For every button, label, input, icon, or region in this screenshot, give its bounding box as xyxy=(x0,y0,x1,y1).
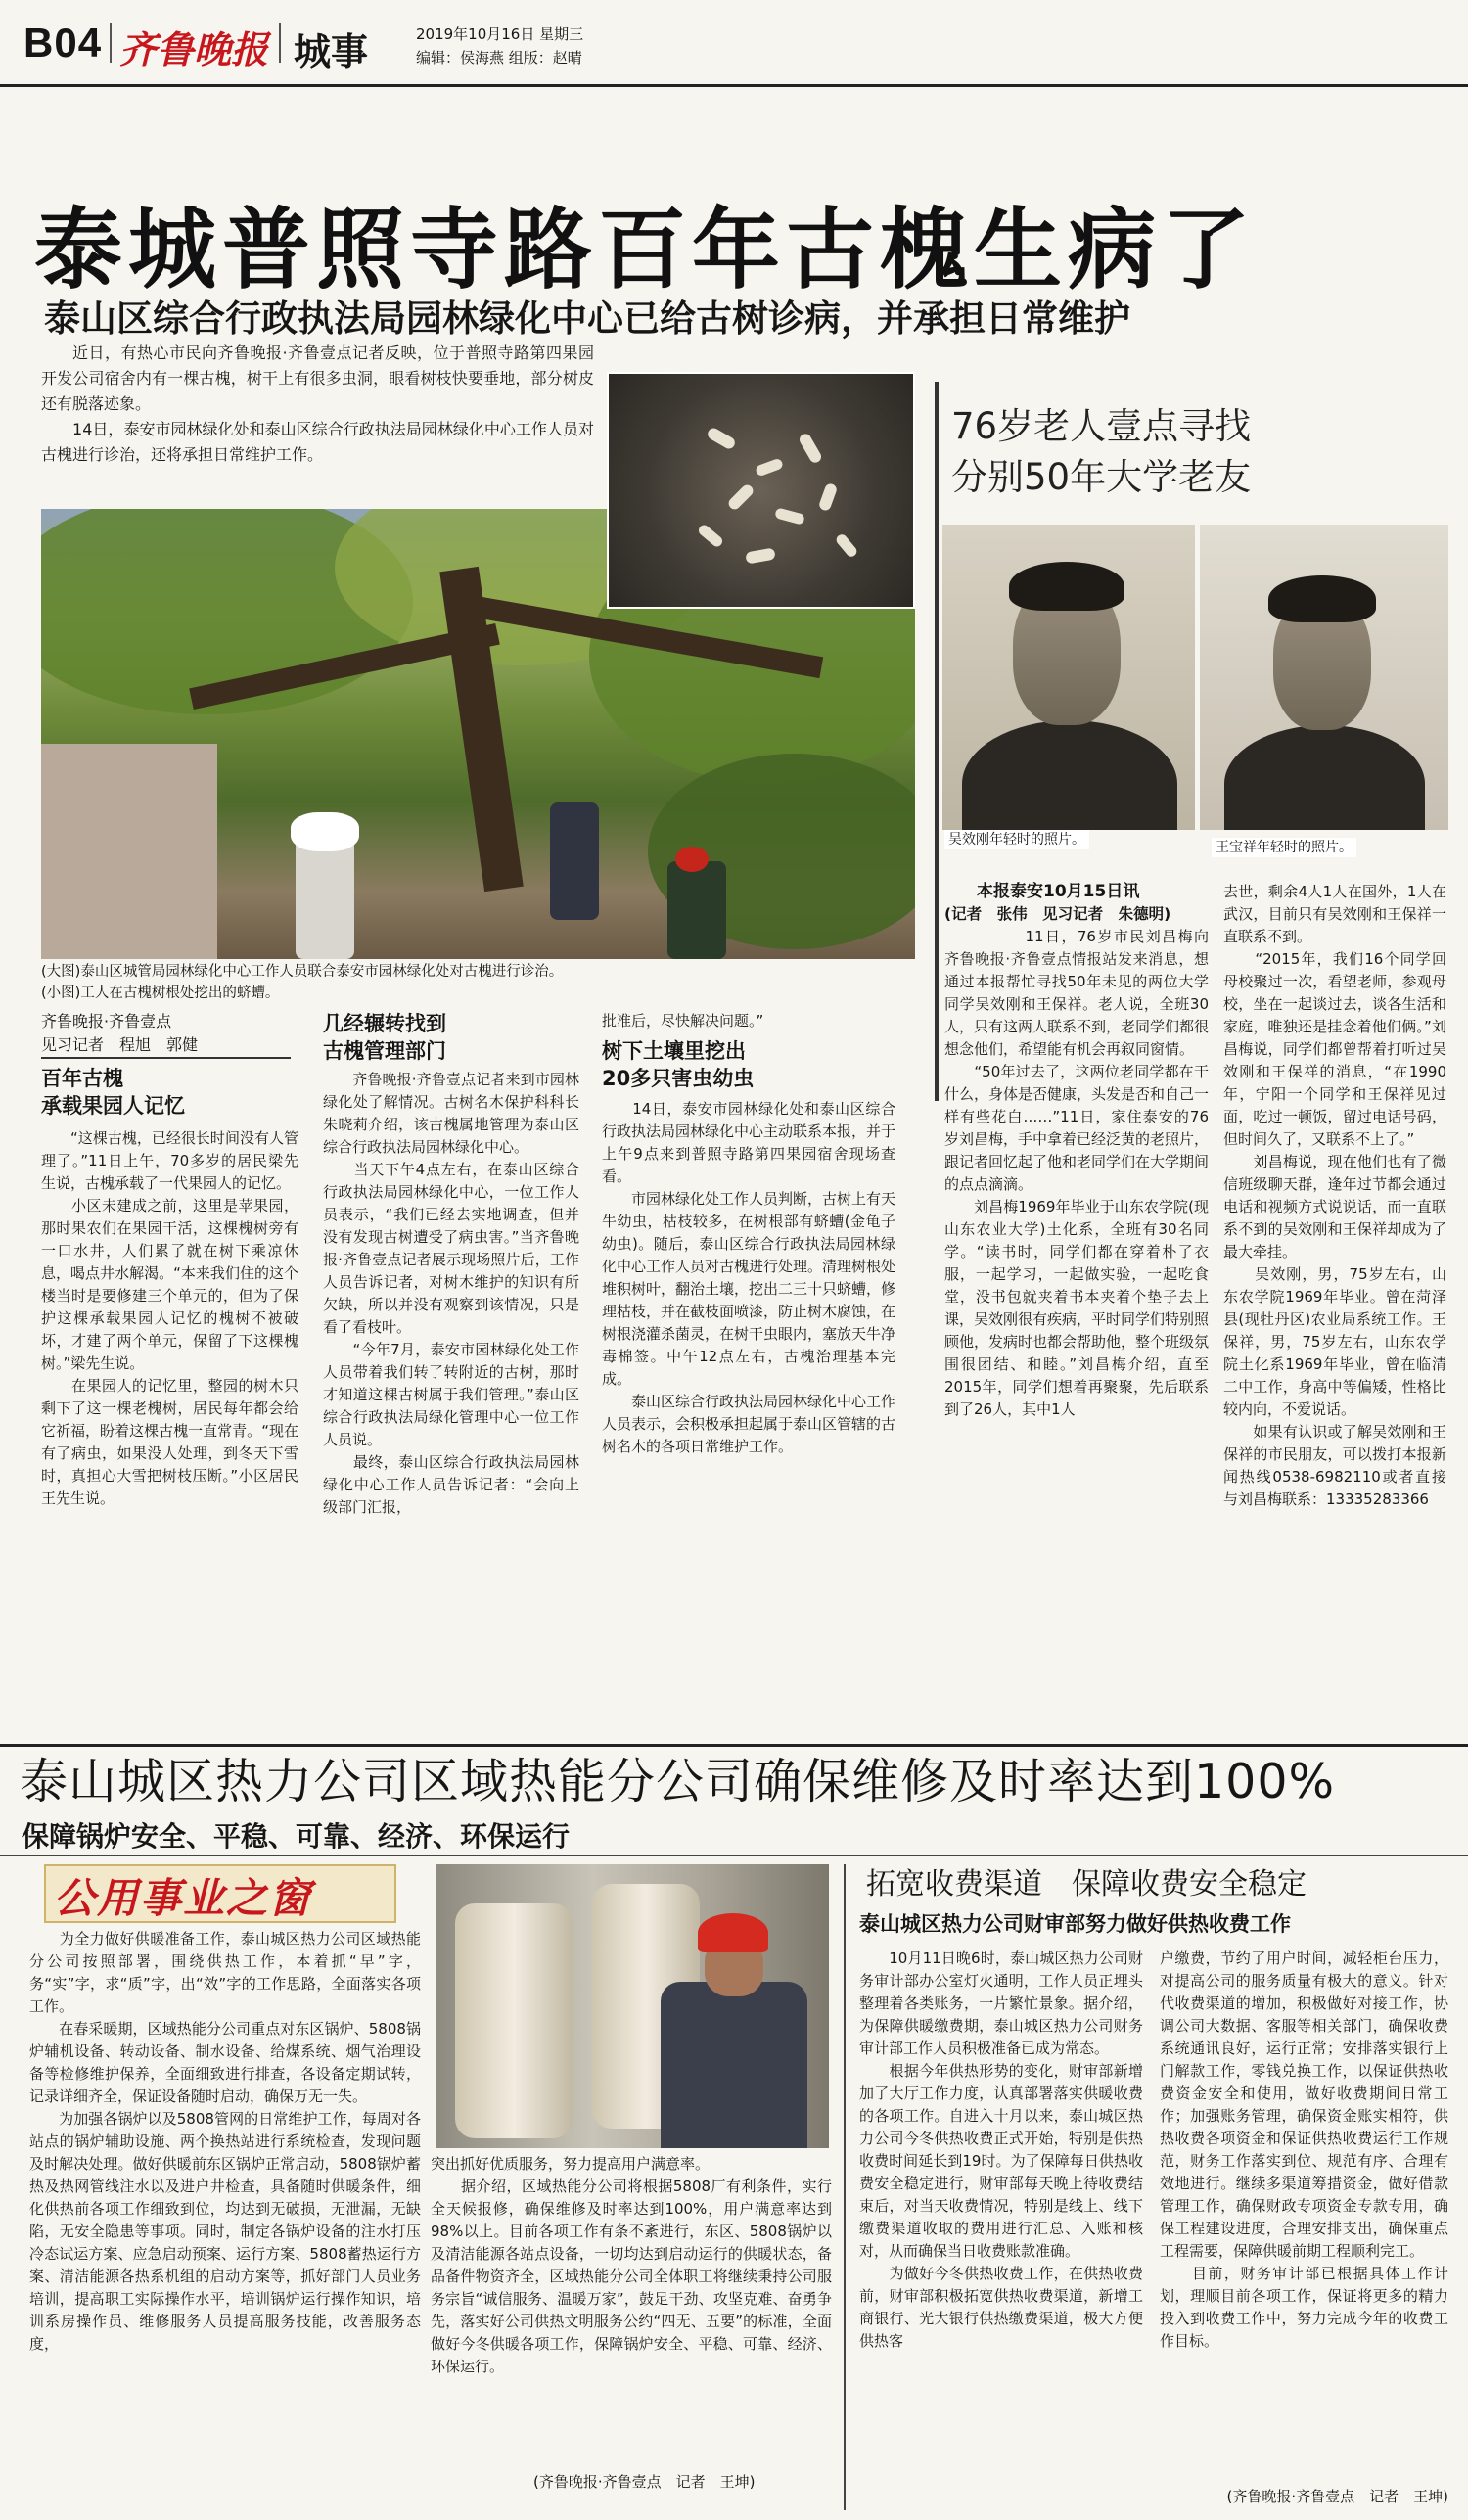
section-title: 几经辗转找到 古槐管理部门 xyxy=(323,1012,446,1063)
dateline: 本报泰安10月15日讯 xyxy=(977,882,1140,901)
date-line: 2019年10月16日 星期三 xyxy=(416,25,584,43)
article-text: 齐鲁晚报·齐鲁壹点记者来到市园林绿化处了解情况。古树名木保护科科长朱晓莉介绍，该古槐属地管理为泰山区综合行政执法局园林绿化中心。 当天下午4点左右，在泰山区综合行政执法局园林绿化中心，一位工作人员表示，“我们已经去实地调查，但并没有发现古树遭受了病虫害。”当齐鲁晚报·齐鲁壹点记者展示现场照片后，工作人员告诉记者，对树木维护的知识有所欠缺，所以并没有观察到该情况，只是看了看枝叶。 “今年7月，泰安市园林绿化处工作人员带着我们转了转附近的古树，那时才知道这棵古树属于我们管理。”泰山区综合行政执法局绿化管理中心一位工作人员说。 最终，泰山区综合行政执法局园林绿化中心工作人员告诉记者：“会向上级部门汇报， xyxy=(323,1071,579,1516)
boiler-room-photo xyxy=(436,1864,829,2148)
sidebar-border xyxy=(935,382,939,1101)
page-code: B04 xyxy=(23,20,103,66)
portrait-photo xyxy=(942,525,1195,830)
article-text: 户缴费，节约了用户时间，减轻柜台压力，对提高公司的服务质量有极大的意义。针对代收费渠道的增加，积极做好对接工作，协调公司大数据、客服等相关部门，确保收费系统通讯良好，运行正常；安排落实银行上门解款工作，零钱兑换工作，以保证供热收费资金安全和使用，做好收费期间日常工作；加强账务管理，确保资金账实相符，供热收费各项资金和保证供热收费运行工作规范，财务工作落实到位、规范有序、合理有效地进行。继续多渠道筹措资金，做好借款管理工作，确保财政专项资金专款专用，确保工程建设进度，合理安排支出，确保重点工程需要，保障供暖前期工程顺利完工。 目前，财务审计部已根据具体工作计划，理顺目前各项工作，保证将更多的精力投入到收费工作中，努力完成今年的收费工作目标。 xyxy=(1160,1949,1448,2350)
photo-caption: 王宝祥年轻时的照片。 xyxy=(1212,838,1356,857)
article-text: 去世，剩余4人1人在国外，1人在武汉，目前只有吴效刚和王保祥一直联系不到。 “2015年，我们16个同学回母校聚过一次，看望老师，参观母校，坐在一起谈过去，谈各生活和家庭，唯独还是挂念着他们俩。”刘昌梅说，同学们都曾帮着打听过吴效刚和王保祥的消息，“在1990年，宁阳一个同学和王保祥见过面，吃过一顿饭，留过电话号码，但时间久了，又联系不上了。” 刘昌梅说，现在他们也有了微信班级聊天群，逢年过节都会通过电话和视频方式说说话，而一直联系不到的吴效刚和王保祥却成为了最大牵挂。 吴效刚，男，75岁左右，山东农学院1969年毕业。曾在菏泽县(现牡丹区)农业局系统工作。王保祥，男，75岁左右，山东农学院土化系1969年毕业，曾在临清二中工作，身高中等偏矮，性格比较内向，不爱说话。 如果有认识或了解吴效刚和王保祥的市民朋友，可以拨打本报新闻热线0538-6982110或者直接与刘昌梅联系：13335283366 xyxy=(1223,883,1446,1508)
photo-caption: (大图)泰山区城管局园林绿化中心工作人员联合泰安市园林绿化处对古槐进行诊治。 (小图)工人在古槐树根处挖出的蛴螬。 xyxy=(41,964,564,1001)
header-divider xyxy=(279,23,281,63)
article-text: 批准后，尽快解决问题。” xyxy=(602,1012,764,1030)
photo-caption: 吴效刚年轻时的照片。 xyxy=(944,830,1089,849)
section-name: 城事 xyxy=(294,30,369,73)
article-text: 11日，76岁市民刘昌梅向齐鲁晚报·齐鲁壹点情报站发来消息，想通过本报帮忙寻找50年未见的两位大学同学吴效刚和王保祥。老人说，全班30人，只有这两人联系不到，老同学们都很想念他们，希望能有机会再叙同窗情。 “50年过去了，这两位老同学都在干什么，身体是否健康，头发是否和自己一样有些花白……”11日，家住泰安的76岁刘昌梅，手中拿着已经泛黄的老照片，跟记者回忆起了他和老同学们在大学期间的点点滴滴。 刘昌梅1969年毕业于山东农学院(现山东农业大学)土化系，全班有30名同学。“读书时，同学们都在穿着朴了衣服，一起学习，一起做实验，一起吃食堂，没书包就夹着书本夹着个垫子去上课，吴效刚很有疾病，平时同学们特别照顾他，发病时也都会帮助他，整个班级氛围很团结、和睦。”刘昌梅介绍，直至2015年，同学们想着再聚聚，先后联系到了26人，其中1人 xyxy=(944,928,1209,1418)
article-text: 14日，泰安市园林绿化处和泰山区综合行政执法局园林绿化中心主动联系本报，并于上午9点来到普照寺路第四果园宿舍现场查看。 市园林绿化处工作人员判断，古树上有天牛幼虫，枯枝较多，在树根部有蛴螬(金龟子幼虫)。随后，泰山区综合行政执法局园林绿化中心工作人员对古槐进行处理。清理树根处堆积树叶，翻治土壤，挖出二三十只蛴螬，修理枯枝，并在截枝面喷漆，防止树木腐蚀，在树根浇灌杀菌灵，在树干虫眼内，塞放天牛净毒棉签。中午12点左右，古槐治理基本完成。 泰山区综合行政执法局园林绿化中心工作人员表示，会积极承担起属于泰山区管辖的古树名木的各项日常维护工作。 xyxy=(602,1100,895,1455)
lead-paragraph: 近日，有热心市民向齐鲁晚报·齐鲁壹点记者反映，位于普照寺路第四果园开发公司宿舍内有一棵古槐，树干上有很多虫洞，眼看树枝快要垂地，部分树皮还有脱落迹象。 14日，泰安市园林绿化处和泰山区综合行政执法局园林绿化中心工作人员对古槐进行诊治，还将承担日常维护工作。 xyxy=(41,344,594,464)
reporter-credit: (齐鲁晚报·齐鲁壹点 记者 王坤) xyxy=(533,2473,756,2491)
section-title: 树下土壤里挖出 20多只害虫幼虫 xyxy=(602,1039,755,1090)
byline: 齐鲁晚报·齐鲁壹点 见习记者 程旭 郭健 xyxy=(41,1012,199,1054)
section-title: 百年古槐 承载果园人记忆 xyxy=(41,1067,185,1118)
headline: 拓宽收费渠道 保障收费安全稳定 xyxy=(866,1867,1307,1901)
reporter-credit: (齐鲁晚报·齐鲁壹点 记者 王坤) xyxy=(1226,2488,1448,2505)
sidebar-title: 76岁老人壹点寻找 分别50年大学老友 xyxy=(951,405,1252,498)
divider xyxy=(41,1057,291,1059)
article-text: 10月11日晚6时，泰山城区热力公司财务审计部办公室灯火通明，工作人员正埋头整理着各类账务，一片繁忙景象。据介绍，为保障供暖缴费期，泰山城区热力公司财务审计部工作人员积极准备已成为常态。 根据今年供热形势的变化，财审部新增加了大厅工作力度，认真部署落实供暖收费的各项工作。自进入十月以来，泰山城区热力公司今冬供热收费正式开始，特别是供热收费时间延长到19时。为了保障每日供热收费安全稳定进行，财审部每天晚上待收费结束后，对当天收费情况，特别是线上、线下缴费渠道收取的费用进行汇总、入账和核对，从而确保当日收费账款准确。 为做好今冬供热收费工作，在供热收费前，财审部积极拓宽供热收费渠道，新增工商银行、光大银行供热缴费渠道，极大方便供热客 xyxy=(859,1949,1143,2350)
portrait-photo xyxy=(1200,525,1448,830)
column-logo: 公用事业之窗 xyxy=(54,1874,313,1922)
header-divider xyxy=(110,23,112,63)
header-rule xyxy=(0,84,1468,87)
article-text: “这棵古槐，已经很长时间没有人管理了。”11日上午，70多岁的居民梁先生说，古槐承载了一代果园人的记忆。 小区未建成之前，这里是苹果园，那时果农们在果园干活，这棵槐树旁有一口水井，人们累了就在树下乘凉休息，喝点井水解渴。“本来我们住的这个楼当时是要修建三个单元的，但为了保护这棵承载果园人记忆的槐树不被破坏，才建了两个单元，保留了下这棵槐树。”梁先生说。 在果园人的记忆里，整园的树木只剩下了这一棵老槐树，居民每年都会给它祈福，盼着这棵古槐一直常青。“现在有了病虫，如果没人处理，到冬天下雪时，真担心大雪把树枝压断。”小区居民王先生说。 xyxy=(41,1129,298,1507)
grub-photo xyxy=(607,372,915,609)
editor-line: 编辑：侯海燕 组版：赵晴 xyxy=(416,49,582,67)
section-rule xyxy=(0,1744,1468,1747)
section-rule xyxy=(0,1855,1468,1856)
article-text: 为全力做好供暖准备工作，泰山城区热力公司区域热能分公司按照部署，围绕供热工作，本着抓“早”字，务“实”字，求“质”字，出“效”字的工作思路，全面落实各项工作。 在春采暖期，区域热能分公司重点对东区锅炉、5808锅炉辅机设备、转动设备、制水设备、给煤系统、烟气治理设备等检修维护保养，全面细致进行排查，各设备定期试转，记录详细齐全，保证设备随时启动，确保万无一失。 为加强各锅炉以及5808管网的日常维护工作，每周对各站点的锅炉辅助设施、两个换热站进行系统检查，发现问题及时解决处理。做好供暖前东区锅炉正常启动，5808锅炉蓄热及热网管线注水以及进户井检查，具备随时供暖条件，细化供热前各项工作细致到位，均达到无破损，无泄漏，无缺陷，无安全隐患等事项。同时，制定各锅炉设备的注水打压冷态试运方案、应急启动预案、运行方案、5808蓄热运行方案、清洁能源各热系机组的启动方案等，抓好部门人员业务培训，提高职工实际操作水平，培训锅炉运行操作知识，培训系房操作员、维修服务人员提高服务技能，改善服务态度， xyxy=(29,1930,421,2353)
column-rule xyxy=(844,1864,846,2510)
article-text: 突出抓好优质服务，努力提高用户满意率。 据介绍，区域热能分公司将根据5808厂有利条件，实行全天候报修，确保维修及时率达到100%，用户满意率达到98%以上。目前各项工作有条不紊进行，东区、5808锅炉以及清洁能源各站点设备，一切均达到启动运行的供暖状态，备品备件物资齐全，区域热能分公司全体职工将继续秉持公司服务宗旨“诚信服务、温暖万家”，鼓足干劲、攻坚克难、奋勇争先，落实好公司供热文明服务公约“四无、五要”的标准，全面做好今冬供暖各项工作，保障锅炉安全、平稳、可靠、经济、环保运行。 xyxy=(431,2155,832,2375)
headline: 泰城普照寺路百年古槐生病了 xyxy=(34,199,1256,301)
reporter-credit: (记者 张伟 见习记者 朱德明) xyxy=(944,905,1171,923)
newspaper-logo: 齐鲁晚报 xyxy=(119,27,269,71)
headline: 泰山城区热力公司区域热能分公司确保维修及时率达到100% xyxy=(20,1754,1336,1810)
subheadline: 保障锅炉安全、平稳、可靠、经济、环保运行 xyxy=(22,1820,571,1853)
subheadline: 泰山城区热力公司财审部努力做好供热收费工作 xyxy=(859,1912,1291,1936)
subheadline: 泰山区综合行政执法局园林绿化中心已给古树诊病，并承担日常维护 xyxy=(44,298,1130,340)
